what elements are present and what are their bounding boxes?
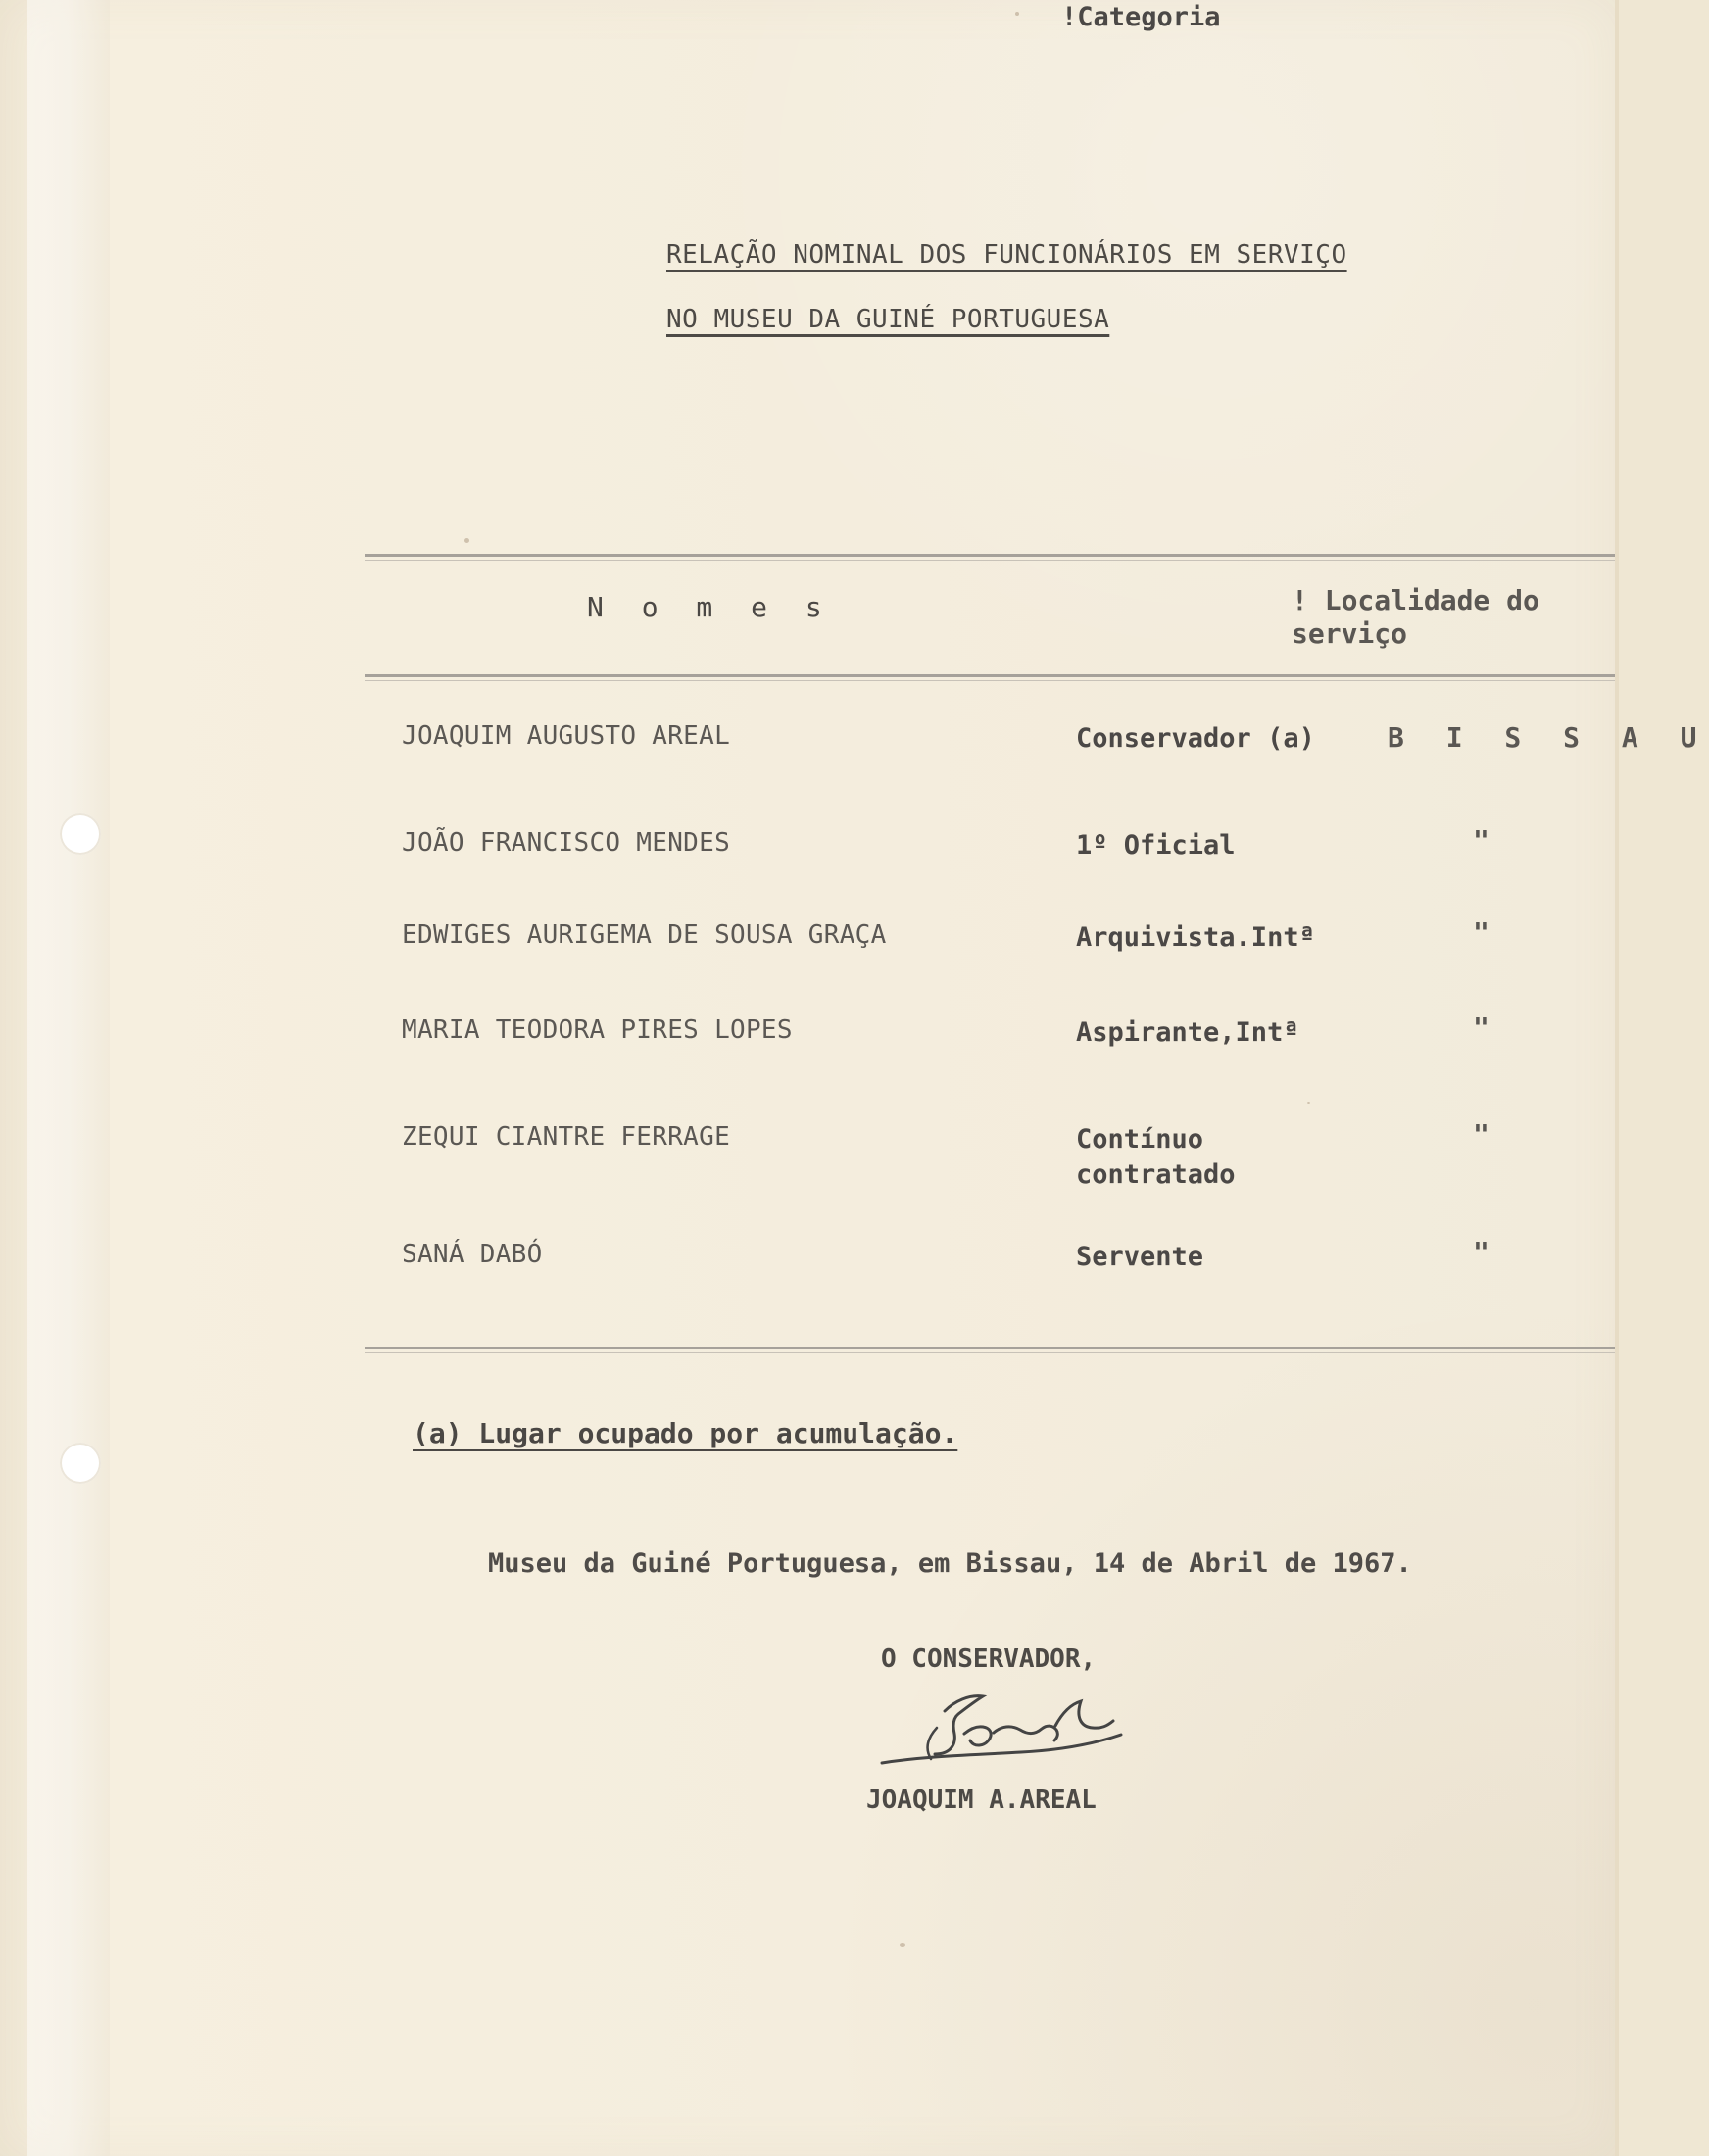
employee-category: 1º Oficial: [1076, 830, 1236, 860]
table-bottom-rule: [365, 1347, 1615, 1349]
handwritten-signature-icon: [874, 1684, 1147, 1778]
table-row: [402, 721, 1709, 790]
conservador-label: O CONSERVADOR,: [881, 1644, 1097, 1674]
employee-locality: ": [1473, 916, 1489, 949]
table-row: [402, 824, 1578, 897]
employee-name: MARIA TEODORA PIRES LOPES: [402, 1015, 793, 1045]
paper-speck: [1015, 12, 1019, 16]
footnote: (a) Lugar ocupado por acumulação.: [413, 1417, 958, 1449]
table-header-names: N o m e s: [587, 591, 833, 623]
paper-speck: [900, 1943, 905, 1947]
employee-category: Aspirante,Intª: [1076, 1017, 1299, 1048]
employee-category: Contínuo contratado: [1076, 1124, 1236, 1190]
employee-name: JOÃO FRANCISCO MENDES: [402, 828, 731, 858]
document-title-line-1: RELAÇÃO NOMINAL DOS FUNCIONÁRIOS EM SERVIÇO: [666, 240, 1347, 270]
table-row: [402, 1011, 1578, 1084]
table-row: [402, 916, 1578, 989]
conservador-name: JOAQUIM A.AREAL: [866, 1786, 1097, 1815]
employee-locality: ": [1473, 1236, 1489, 1268]
employee-category: Servente: [1076, 1242, 1204, 1272]
employee-locality: ": [1473, 1118, 1489, 1151]
employee-locality: ": [1473, 824, 1489, 857]
table-header-rule: [365, 674, 1615, 677]
paper-speck: [1307, 1102, 1310, 1104]
place-date-line: Museu da Guiné Portuguesa, em Bissau, 14 de Abril de 1967.: [488, 1548, 1412, 1579]
punch-hole-icon: [60, 813, 101, 855]
table-row: [402, 1236, 1578, 1308]
punch-hole-icon: [60, 1443, 101, 1484]
table-header-category: !Categoria: [1061, 2, 1221, 32]
employee-locality: ": [1473, 1011, 1489, 1044]
employee-locality: B I S S A U: [1388, 721, 1709, 754]
employee-category: Conservador (a): [1076, 723, 1315, 754]
employee-name: ZEQUI CIANTRE FERRAGE: [402, 1122, 731, 1152]
table-top-rule: [365, 554, 1615, 557]
employee-category: Arquivista.Intª: [1076, 922, 1315, 953]
document-title-line-2: NO MUSEU DA GUINÉ PORTUGUESA: [666, 305, 1110, 334]
table-header-locality: ! Localidade do serviço: [1292, 584, 1539, 650]
employee-name: EDWIGES AURIGEMA DE SOUSA GRAÇA: [402, 920, 887, 950]
employee-name: JOAQUIM AUGUSTO AREAL: [402, 721, 731, 751]
binding-strip: [27, 0, 110, 2156]
table-row: [402, 1118, 1578, 1191]
paper-speck: [464, 538, 469, 543]
employee-name: SANÁ DABÓ: [402, 1240, 543, 1269]
